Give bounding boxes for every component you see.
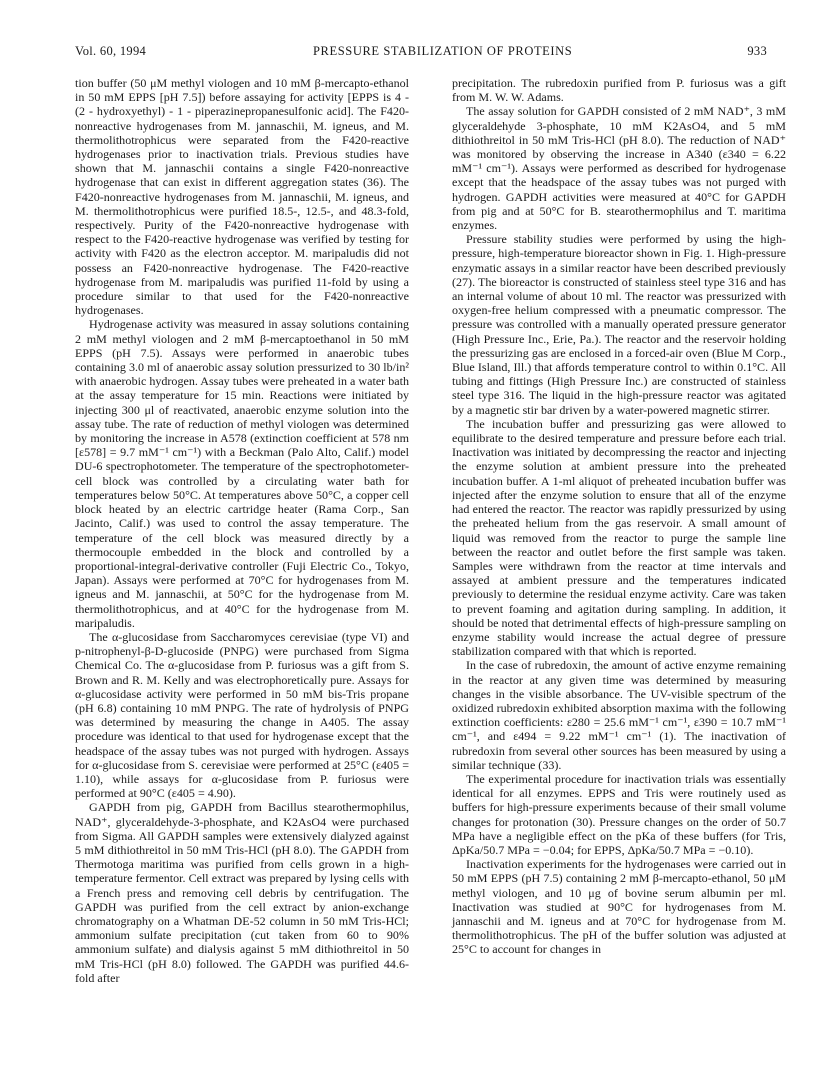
paragraph-hydrogenase-assay: Hydrogenase activity was measured in assay solutions containing 2 mM methyl viologen and 2 mM β-mercaptoethanol in 50 mM EPPS (pH 7.5). Assays were performed in anaerobic tubes containing 3.0 ml of anaerobic assay solution pressurized to 30 lb/in² with anaerobic hydrogen. Assay tubes were preheated in a water bath at the assay temperature for 15 min. Reactions were initiated by injecting 300 μl of reactivated, anaerobic enzyme solution into the assay tube. The rate of reduction of methyl viologen was determined by monitoring the increase in A578 (extinction coefficient at 578 nm [ε578] = 9.7 mM⁻¹ cm⁻¹) with a Beckman (Palo Alto, Calif.) model DU-6 spectrophotometer. The temperature of the spectrophotometer-cell block was controlled by a circulating water bath for temperatures below 50°C. At temperatures above 50°C, a copper cell block heated by an electric cartridge heater (Rama Corp., San Jacinto, Calif.) was used to control the assay temperature. The temperature of the cell block was measured directly by a thermocouple embedded in the block and controlled by a proportional-integral-derivative controller (Fuji Electric Co., Tokyo, Japan). Assays were performed at 70°C for hydrogenases from M. igneus and M. jannaschii, at 50°C for the hydrogenase from M. thermolithotrophicus, and at 40°C for the hydrogenase from M. maripaludis.	[75, 317, 409, 630]
paragraph-bioreactor: Pressure stability studies were performed by using the high-pressure, high-temperature bioreactor shown in Fig. 1. High-pressure enzymatic assays in a similar reactor have been described previously (27). The bioreactor is constructed of stainless steel type 316 and has an internal volume of about 10 ml. The reactor was pressurized with oxygen-free helium compressed with a pneumatic compressor. The pressure was controlled with a manually operated pressure generator (High Pressure Inc., Erie, Pa.). The reactor and the reservoir holding the pressurizing gas are enclosed in a forced-air oven (Blue M Corp., Blue Island, Ill.) that affords temperature control to within 0.1°C. All tubing and fittings (High Pressure Inc.) are constructed of stainless steel type 316. The liquid in the high-pressure reactor was agitated by a magnetic stir bar driven by a water-powered magnetic stirrer.	[452, 232, 786, 417]
right-column	[452, 76, 786, 957]
paragraph-rubredoxin-source: precipitation. The rubredoxin purified from P. furiosus was a gift from M. W. W. Adams.	[452, 76, 786, 105]
paragraph-buffers: The experimental procedure for inactivation trials was essentially identical for all enzymes. EPPS and Tris were routinely used as buffers for high-pressure experiments because of their small volume changes for protonation (30). Pressure changes on the order of 50.7 MPa have a negligible effect on the pKa of these buffers (for Tris, ΔpKa/50.7 MPa = −0.04; for EPPS, ΔpKa/50.7 MPa = −0.10).	[452, 771, 786, 857]
paragraph-incubation: The incubation buffer and pressurizing gas were allowed to equilibrate to the desired temperature and pressure before each trial. Inactivation was initiated by decompressing the reactor and injecting the enzyme solution at ambient pressure into the preheated incubation buffer. A 1-ml aliquot of preheated incubation buffer was injected after the enzyme solution to ensure that all of the enzyme had entered the reactor. The reactor was rapidly pressurized by using the preheated helium from the gas reservoir. A small amount of liquid was removed from the reactor to purge the sample line between the reactor and outlet before the first sample was taken. Samples were withdrawn from the reactor at time intervals and assayed at ambient pressure and the temperatures indicated previously to determine the residual enzyme activity. Care was taken to prevent foaming and agitation during sampling. In addition, it should be noted that detrimental effects of high-pressure sampling on enzyme stability would increase the actual degree of pressure stabilization compared with that which is reported.	[452, 416, 786, 659]
paragraph-glucosidase: The α-glucosidase from Saccharomyces cerevisiae (type VI) and p-nitrophenyl-β-D-glucoside (PNPG) were purchased from Sigma Chemical Co. The α-glucosidase from P. furiosus was a gift from S. Brown and R. M. Kelly and was electrophoretically pure. Assays for α-glucosidase activity were performed in 50 mM bis-Tris propane (pH 6.8) containing 10 mM PNPG. The rate of hydrolysis of PNPG was determined by measuring the change in A405. The assay procedure was identical to that used for hydrogenase except that the headspace of the assay tubes was not purged with hydrogen. Assays for α-glucosidase from S. cerevisiae were performed at 25°C (ε405 = 1.10), while assays for α-glucosidase from P. furiosus were performed at 90°C (ε405 = 4.90).	[75, 629, 409, 801]
paragraph-gapdh-sources: GAPDH from pig, GAPDH from Bacillus stearothermophilus, NAD⁺, glyceraldehyde-3-phosphate, and K2AsO4 were purchased from Sigma. All GAPDH samples were extensively dialyzed against 5 mM dithiothreitol in 50 mM Tris-HCl (pH 8.0). The GAPDH from Thermotoga maritima was purified from cells grown in a high-temperature fermentor. Cell extract was prepared by lysing cells with a French press and removing cell debris by centrifugation. The GAPDH was purified from the cell extract by anion-exchange chromatography on a Whatman DE-52 column in 50 mM Tris-HCl; ammonium sulfate precipitation (cut taken from 60 to 90% ammonium sulfate) and dialysis against 5 mM dithiothreitol in 50 mM Tris-HCl (pH 8.0) followed. The GAPDH was purified 44.6-fold after	[75, 800, 409, 985]
paragraph-inactivation: Inactivation experiments for the hydrogenases were carried out in 50 mM EPPS (pH 7.5) containing 2 mM β-mercapto-ethanol, 50 μM methyl viologen, and 10 μg of bovine serum albumin per ml. Inactivation was studied at 90°C for hydrogenases from M. jannaschii and M. igneus and at 70°C for hydrogenase from M. thermolithotrophicus. The pH of the buffer solution was adjusted at 25°C to account for changes in	[452, 857, 786, 957]
left-column	[75, 76, 409, 985]
running-header	[75, 44, 767, 60]
paragraph-hydrogenase-purification: tion buffer (50 μM methyl viologen and 10 mM β-mercapto-ethanol in 50 mM EPPS [pH 7.5]) before assaying for activity [EPPS is 4 - (2 - hydroxyethyl) - 1 - piperazinepropanesulfonic acid]. The F420-nonreactive hydrogenases from M. jannaschii, M. igneus, and M. thermolithotrophicus were separated from the F420-reactive hydrogenases prior to inactivation trials. Previous studies have shown that M. jannaschii contains a single F420-nonreactive hydrogenase that can exist in different aggregation states (36). The F420-nonreactive hydrogenases from M. jannaschii, M. igneus, and M. thermolithotrophicus were purified 18.5-, 12.5-, and 48.3-fold, respectively. Purity of the F420-nonreactive hydrogenase with respect to the F420-reactive hydrogenase was verified by testing for activity with F420 as the electron acceptor. M. maripaludis did not possess an F420-nonreactive hydrogenase. The F420-reactive hydrogenase from M. maripaludis was purified 11-fold by using a procedure similar to that used for the F420-nonreactive hydrogenases.	[75, 76, 409, 318]
running-title: PRESSURE STABILIZATION OF PROTEINS	[313, 44, 573, 58]
page-number: 933	[747, 44, 767, 58]
journal-volume: Vol. 60, 1994	[75, 44, 147, 58]
paragraph-rubredoxin-absorbance: In the case of rubredoxin, the amount of active enzyme remaining in the reactor at any given time was determined by measuring changes in the visible absorbance. The UV-visible spectrum of the oxidized rubredoxin exhibited absorption maxima with the following extinction coefficients: ε280 = 25.6 mM⁻¹ cm⁻¹, ε390 = 10.7 mM⁻¹ cm⁻¹, and ε494 = 9.22 mM⁻¹ cm⁻¹ (1). The inactivation of rubredoxin from several other sources has been measured by using a similar technique (33).	[452, 658, 786, 772]
paragraph-gapdh-assay: The assay solution for GAPDH consisted of 2 mM NAD⁺, 3 mM glyceraldehyde 3-phosphate, 10 mM K2AsO4, and 5 mM dithiothreitol in 50 mM Tris-HCl (pH 8.0). The reduction of NAD⁺ was monitored by observing the increase in A340 (ε340 = 6.22 mM⁻¹ cm⁻¹). Assays were performed as described for hydrogenase except that the headspace of the assay tubes was not purged with hydrogen. GAPDH activities were measured at 40°C for GAPDH from pig and at 50°C for B. stearothermophilus and T. maritima enzymes.	[452, 104, 786, 233]
